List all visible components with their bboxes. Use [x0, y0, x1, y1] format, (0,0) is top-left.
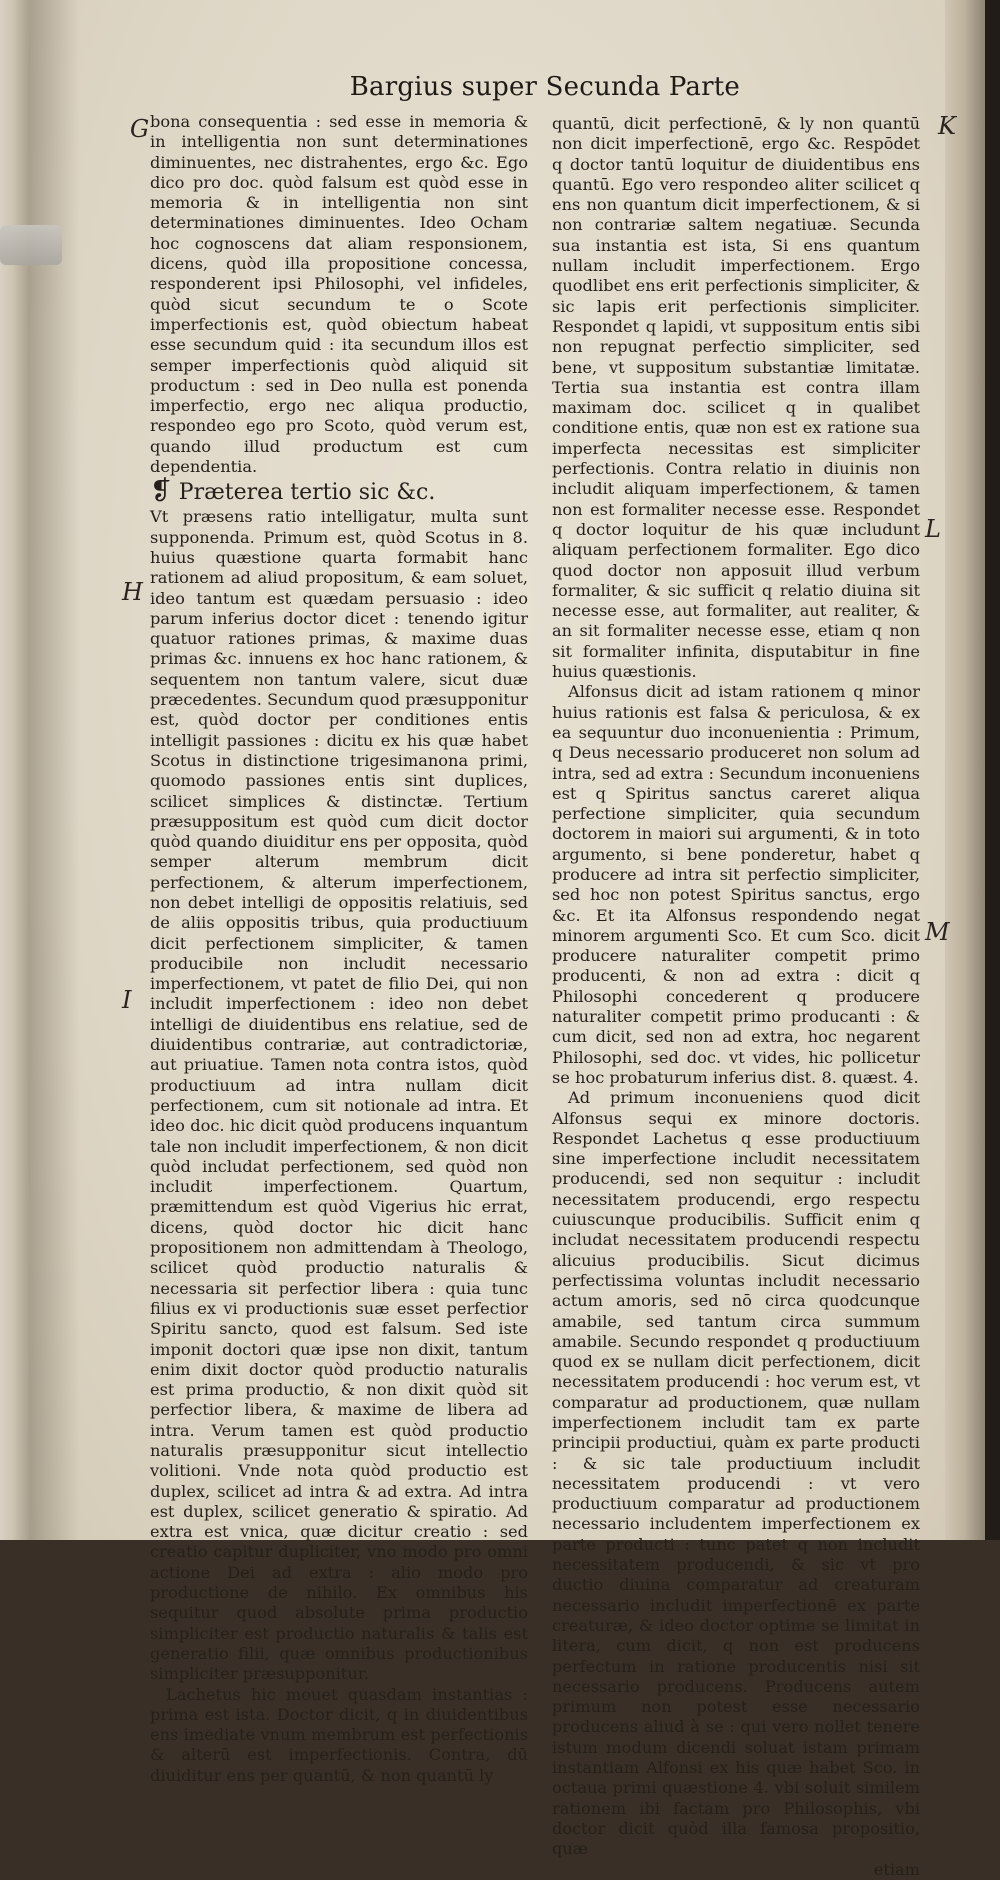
right-paragraph-2: Alfonsus dicit ad istam rationem q minor huius rationis est falsa & periculosa, & ex ea sequuntur duo inconuenientia : Primum, q Deus necessario produceret non solum ad intra, sed ad extra : Secundum inconueniens est q Spiritus sanctus careret aliqua perfectione simpliciter, quia secundum doctorem in maiori sui argumenti, & in toto argumento, si bene ponderetur, habet q producere ad intra sit perfectio simpliciter, sed hoc non potest Spiritus sanctus, ergo &c. Et ita Alfonsus respondendo negat minorem argumenti Sco. Et cum Sco. dicit producere naturaliter competit primo producenti, & non ad extra : dicit q Philosophi concederent q producere naturaliter competit primo producanti : & cum dicit, sed non ad extra, hoc negarent Philosophi, sed doc. vt vides, hic pollicetur se hoc probaturum inferius dist. 8. quæst. 4. — [552, 682, 920, 1087]
right-column — [552, 114, 920, 1880]
running-header — [180, 72, 740, 102]
margin-letter-h: H — [122, 578, 143, 606]
right-paragraph-1: quantū, dicit perfectionē, & ly non quantū non dicit imperfectionē, ergo &c. Respōdet q doctor tantū loquitur de diuidentibus ens quantū. Ego vero respondeo aliter scilicet q ens non quantum dicit imperfectionem, & si non contrariæ saltem negatiuæ. Secunda sua instantia est ista, Si ens quantum nullam includit imperfectionem. Ergo quodlibet ens erit perfectionis simpliciter, & sic lapis erit perfectionis simpliciter. Respondet q lapidi, vt suppositum entis sibi non repugnat perfectio simpliciter, sed bene, vt suppositum substantiæ limitatæ. Tertia sua instantia est contra illam maximam doc. scilicet q in qualibet conditione entis, quæ non est ex ratione sua imperfecta necessitas est simpliciter perfectionis. Contra relatio in diuinis non includit aliquam imperfectionem, & tamen non est formaliter necesse esse. Respondet q doctor loquitur de his quæ includunt aliquam perfectionem formaliter. Ego dico quod doctor non apposuit illud verbum formaliter, & sic sufficit q relatio diuina sit necesse esse, aut formaliter, aut realiter, & an sit formaliter necesse esse, etiam q non sit formaliter infinita, disputabitur in fine huius quæstionis. — [552, 114, 920, 682]
margin-letter-i: I — [122, 986, 132, 1014]
page-clip — [0, 225, 62, 265]
scan-background — [985, 0, 1000, 1540]
paragraph-mark-icon: ❡ — [150, 476, 172, 507]
left-paragraph-2: Vt præsens ratio intelligatur, multa sunt supponenda. Primum est, quòd Scotus in 8. huius quæstione quarta formabit hanc rationem ad aliud propositum, & eam soluet, ideo tantum est quædam persuasio : ideo parum inferius doctor dicet : tenendo igitur quatuor rationes primas, & maxime duas primas &c. innuens ex hoc hanc rationem, & sequentem non tantum valere, sicut duæ præcedentes. Secundum quod præsupponitur est, quòd doctor per conditiones entis intelligit passiones : dicitu ex his quæ habet Scotus in distinctione trigesimanona primi, quomodo passiones entis sint duplices, scilicet simplices & distinctæ. Tertium præsuppositum est quòd cum dicit doctor quòd quando diuiditur ens per opposita, quòd semper alterum membrum dicit perfectionem, & alterum imperfectionem, non debet intelligi de oppositis relatiuis, sed de aliis oppositis tribus, quia productiuum dicit perfectionem simpliciter, & tamen producibile non includit necessario imperfectionem, vt patet de filio Dei, qui non includit imperfectionem : ideo non debet intelligi de diuidentibus ens relatiue, sed de diuidentibus contrariæ, aut contradictoriæ, aut priuatiue. Tamen nota contra istos, quòd productiuum ad intra nullam dicit perfectionem, cum sit notionale ad intra. Et ideo doc. hic dicit quòd producens inquantum tale non includit imperfectionem, & non dicit quòd includat perfectionem, sed quòd non includit imperfectionem. Quartum, præmittendum est quòd Vigerius hic errat, dicens, quòd doctor hic dicit hanc propositionem non admittendam à Theologo, scilicet quòd productio naturalis & necessaria sit perfectior libera : quia tunc filius ex vi productionis suæ esset perfectior Spiritu sancto, quod est falsum. Sed iste imponit doctori quæ ipse non dixit, tantum enim dixit doctor quòd productio naturalis est prima productio, & non dixit quòd sit perfectior libera, & maxime de libera ad intra. Verum tamen est quòd productio naturalis præsupponitur sicut intellectio volitioni. Vnde nota quòd productio est duplex, scilicet ad intra & ad extra. Ad intra est duplex, scilicet generatio & spiratio. Ad extra est vnica, quæ dicitur creatio : sed creatio capitur dupliciter, vno modo pro omni actione Dei ad extra : alio modo pro productione de nihilo. Ex omnibus his sequitur quod absolute prima productio simpliciter est productio naturalis & talis est generatio filii, quæ omnibus productionibus simpliciter præsupponitur. — [150, 507, 528, 1684]
left-column — [150, 112, 528, 1786]
right-paragraph-3: Ad primum inconueniens quod dicit Alfonsus sequi ex minore doctoris. Respondet Lachetus q esse productiuum sine imperfectione includit necessitatem producendi, sed non sequitur : includit necessitatem producendi, ergo respectu cuiuscunque producibilis. Sufficit enim q includat necessitatem producendi respectu alicuius producibilis. Sicut dicimus perfectissima voluntas includit necessario actum amoris, sed nō circa quodcunque amabile, sed tantum circa summum amabile. Secundo respondet q productiuum quod ex se nullam dicit perfectionem, dicit necessitatem producendi : hoc verum est, vt comparatur ad productionem, quæ nullam imperfectionem includit tam ex parte principii productiui, quàm ex parte producti : & sic tale productiuum includit necessitatem producendi : vt vero productiuum comparatur ad productionem necessario includentem imperfectionem ex parte producti : tunc patet q non includit necessitatem producendi, & sic vt pro ductio diuina comparatur ad creaturam necessario includit imperfectionē ex parte creaturæ, & ideo doctor optime se limitat in litera, cum dicit, q non est producens perfectum in ratione producentis nisi sit necessario producens. Producens autem primum non potest esse necessario producens aliud à se : qui vero nollet tenere istum modum dicendi soluat istam primam instantiam Alfonsi ex his quæ habet Sco. in octaua primi quæstione 4. vbi soluit similem rationem ibi factam pro Philosophis, vbi doctor dicit quòd illa famosa propositio, quæ — [552, 1088, 920, 1859]
margin-letter-k: K — [938, 112, 956, 140]
running-title: Bargius super Secunda Parte — [349, 72, 740, 102]
margin-letter-g: G — [130, 115, 150, 143]
left-paragraph-3: Lachetus hic mouet quasdam instantias : prima est ista. Doctor dicit, q in diuidentibus ens imediate vnum membrum est perfectionis & alterū est imperfectionis. Contra, dū diuiditur ens per quantū, & non quantū ly — [150, 1684, 528, 1785]
section-heading — [150, 477, 528, 507]
left-paragraph-1: bona consequentia : sed esse in memoria & in intelligentia non sunt determinationes diminuentes, nec distrahentes, ergo &c. Ego dico pro doc. quòd falsum est quòd esse in memoria & in intelligentia non sint determinationes diminuentes. Ideo Ocham hoc cognoscens dat aliam responsionem, dicens, quòd illa propositione concessa, responderent ipsi Philosophi, vel infideles, quòd sicut secundum te o Scote imperfectionis est, quòd obiectum habeat esse secundum quid : ita secundum illos est semper imperfectionis quòd aliquid sit productum : sed in Deo nulla est ponenda imperfectio, ergo nec aliqua productio, respondeo ego pro Scoto, quòd verum est, quando illud productum est cum dependentia. — [150, 112, 528, 477]
catchword: etiam — [873, 1859, 920, 1879]
margin-letter-m: M — [925, 918, 950, 946]
section-heading-text: Præterea tertio sic &c. — [178, 480, 436, 506]
margin-letter-l: L — [925, 515, 941, 543]
